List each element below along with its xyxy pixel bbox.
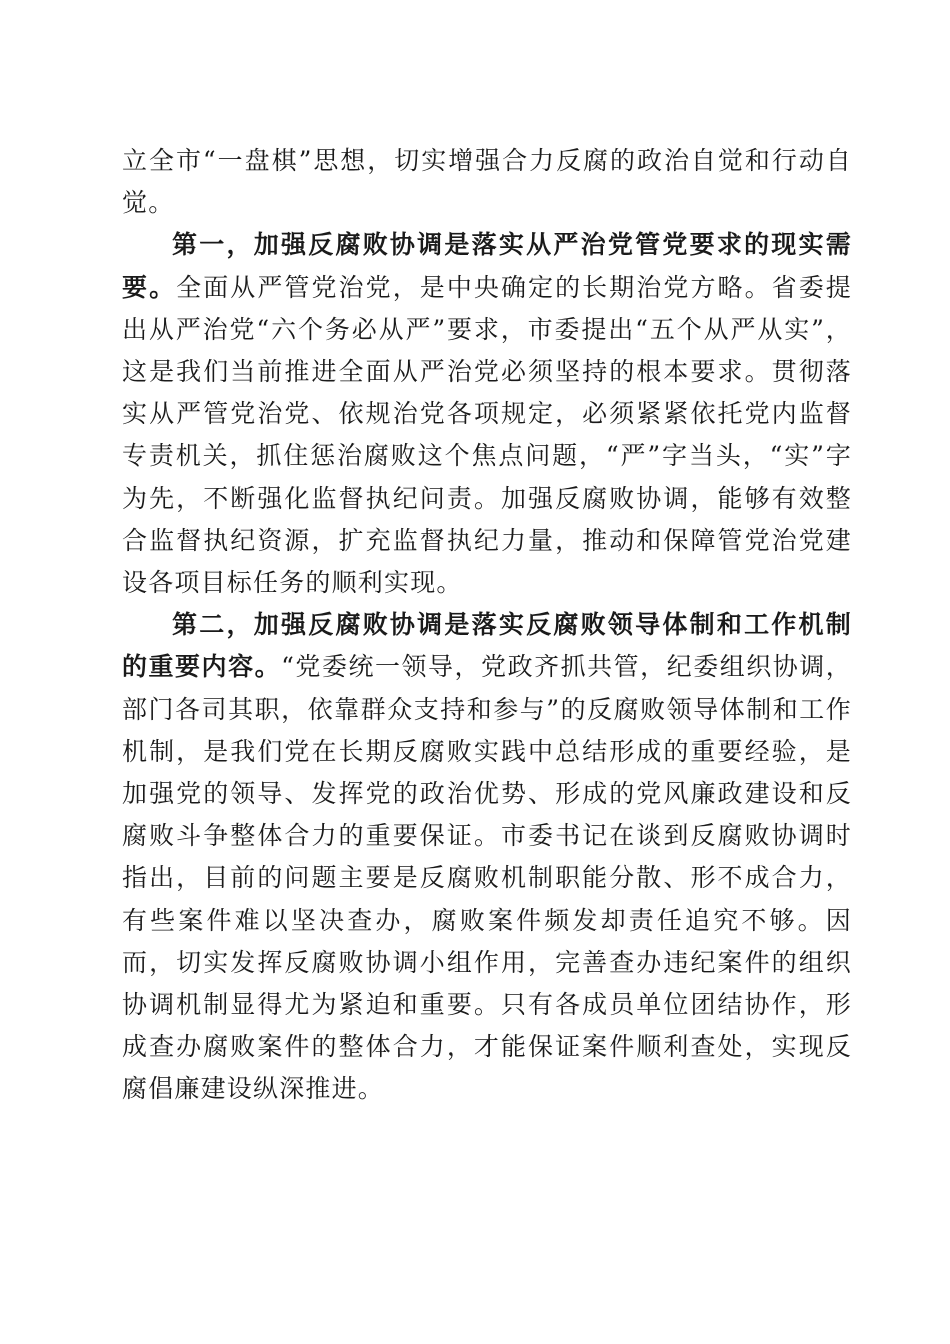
paragraph-text: 立全市“一盘棋”思想，切实增强合力反腐的政治自觉和行动自觉。 [122, 146, 852, 218]
paragraph-continuation [122, 140, 852, 224]
paragraph-lead-sentence: 第一，加强反腐败协调是落实从严治党管党要求的现实需要。 [122, 230, 852, 302]
body-text [122, 140, 852, 1111]
paragraph-first-point [122, 224, 852, 604]
paragraph-lead-sentence: 第二，加强反腐败协调是落实反腐败领导体制和工作机制的重要内容。 [122, 610, 852, 682]
paragraph-second-point [122, 604, 852, 1110]
paragraph-text: 全面从严管党治党，是中央确定的长期治党方略。省委提出从严治党“六个务必从严”要求，市委提出“五个从严从实”，这是我们当前推进全面从严治党必须坚持的根本要求。贯彻落实从严管党治党、依规治党各项规定，必须紧紧依托党内监督专责机关，抓住惩治腐败这个焦点问题，“严”字当头，“实”字为先，不断强化监督执纪问责。加强反腐败协调，能够有效整合监督执纪资源，扩充监督执纪力量，推动和保障管党治党建设各项目标任务的顺利实现。 [122, 272, 852, 598]
paragraph-text: “党委统一领导，党政齐抓共管，纪委组织协调，部门各司其职，依靠群众支持和参与”的反腐败领导体制和工作机制，是我们党在长期反腐败实践中总结形成的重要经验，是加强党的领导、发挥党的政治优势、形成的党风廉政建设和反腐败斗争整体合力的重要保证。市委书记在谈到反腐败协调时指出，目前的问题主要是反腐败机制职能分散、形不成合力，有些案件难以坚决查办，腐败案件频发却责任追究不够。因而，切实发挥反腐败协调小组作用，完善查办违纪案件的组织协调机制显得尤为紧迫和重要。只有各成员单位团结协作，形成查办腐败案件的整体合力，才能保证案件顺利查处，实现反腐倡廉建设纵深推进。 [122, 652, 853, 1104]
